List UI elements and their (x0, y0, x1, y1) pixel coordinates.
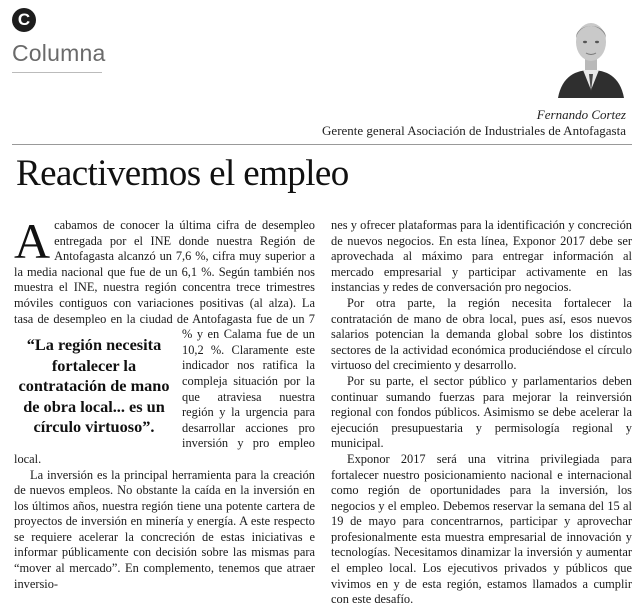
article-column-left (14, 213, 315, 592)
drop-cap: A (14, 213, 51, 269)
article-paragraph: Exponor 2017 será una vitrina privilegiada para fortalecer nuestro posicionamiento nacional e internacional como región de oportunidades para la inversión, los negocios y el empleo. Debemos reservar la semana del 15 al 19 de mayo para concentrarnos, participar y aprovechar profesionalmente esta muestra empresarial de innovación y tecnologías. Necesitamos dinamizar la inversión y aumentar el empleo local. Los ejecutivos privados y públicos que vivimos en y de esta región, estamos llamados a cumplir con este desafío. (331, 451, 632, 607)
pull-quote: “La región necesita fortalecer la contratación de mano de obra local... es un círculo virtuoso”. (18, 335, 170, 437)
article-paragraph (14, 213, 315, 468)
author-role: Gerente general Asociación de Industriales de Antofagasta (322, 123, 626, 138)
article-paragraph: Por su parte, el sector público y parlamentarios deben continuar sumando fuerzas para mejorar la reinversión regional con fondos públicos. Asimismo se debe acelerar la ejecución presupuestaria y permisología regional y municipal. (331, 373, 632, 451)
paragraph-text: La inversión es la principal herramienta para la creación de nuevos empleos. No obstante la caída en la inversión en los últimos años, nuestra región tiene una potente cartera de proyectos de inversión en minería y energía. A este respecto se requiere acelerar la concreción de estas iniciativas e informar públicamente con decisión sobre las mismas para “mover al mercado”. En complemento, tenemos que atraer inversio- (14, 467, 315, 591)
header-divider (12, 144, 632, 145)
paragraph-text: nes y ofrecer plataformas para la identificación y concreción de nuevos negocios. En esta línea, Exponor 2017 debe ser aprovechada al máximo para entregar información al mercado empresarial y participar activamente en las instancias y redes de conversación pro negocios. (331, 218, 632, 295)
article-headline: Reactivemos el empleo (16, 153, 349, 194)
article-paragraph: Por otra parte, la región necesita fortalecer la contratación de mano de obra local, pues así, esos nuevos salarios potencian la demanda global sobre los distintos sectores de la actividad económica produciéndose el círculo virtuoso del crecimiento y desarrollo. (331, 295, 632, 373)
article-paragraph (14, 468, 315, 593)
column-badge: C (12, 8, 36, 32)
paragraph-text: cabamos de conocer la última cifra de desempleo entregada por el INE donde nuestra Región de Antofagasta alcanzó un 7,6 %, cifra muy superior a la media nacional que fue de un 6,1 %. Según también nos muestra el INE, nuestra región concentra trece trimestres móviles contiguos con variaciones positivas (al alza). La tasa de desempleo en la ciudad de Antofagasta fue de un 7 % y en Calama (14, 218, 315, 342)
paragraph-text: fue de un 10,2 %. Claramente este indicador nos ratifica la compleja situación por la que atraviesa nuestra región y la urgencia para desarrollar acciones pro inversión y pro empleo local. (14, 327, 315, 466)
article-paragraph (331, 218, 632, 296)
section-rule (12, 72, 102, 73)
article-column-right (331, 218, 632, 608)
author-portrait (556, 10, 626, 98)
section-title: Columna (12, 40, 106, 66)
author-name: Fernando Cortez (536, 107, 626, 122)
